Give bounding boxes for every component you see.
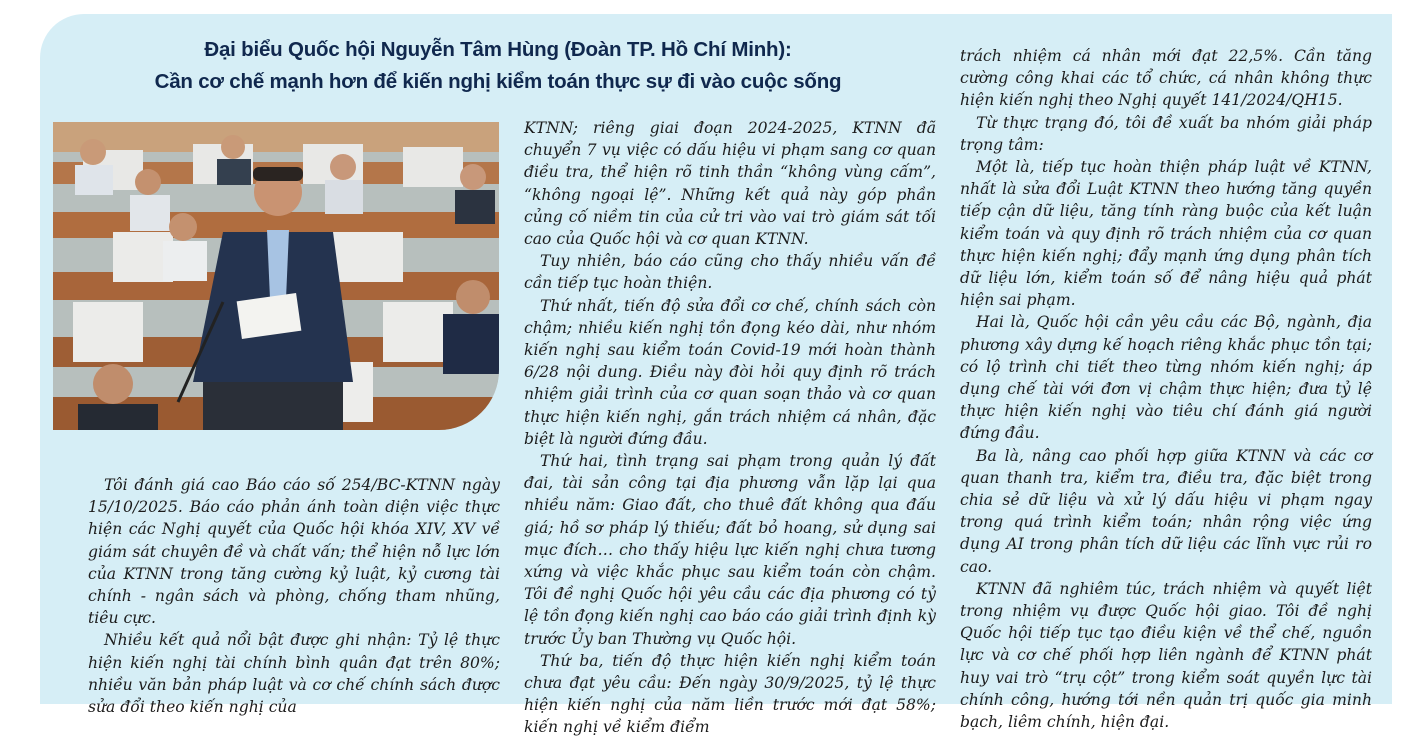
paragraph: Nhiều kết quả nổi bật được ghi nhận: Tỷ lệ thực hiện kiến nghị tài chính bình quân đạt trên 80%; nhiều văn bản pháp luật và cơ chế chính sách được sửa đổi theo kiến nghị của (88, 631, 500, 717)
title-line-1: Đại biểu Quốc hội Nguyễn Tâm Hùng (Đoàn TP. Hồ Chí Minh): (204, 38, 792, 61)
paragraph: KTNN; riêng giai đoạn 2024-2025, KTNN đã chuyển 7 vụ việc có dấu hiệu vi phạm sang cơ quan điều tra, thể hiện rõ tinh thần “không vùng cấm”, “không ngoại lệ”. Những kết quả này góp phần củng cố niềm tin của cử tri vào vai trò giám sát tối cao của Quốc hội và cơ quan KTNN. (524, 119, 936, 249)
paragraph: Tôi đánh giá cao Báo cáo số 254/BC-KTNN ngày 15/10/2025. Báo cáo phản ánh toàn diện việc thực hiện các Nghị quyết của Quốc hội khóa XIV, XV về giám sát chuyên đề và chất vấn; thể hiện nỗ lực lớn của KTNN trong tăng cường kỷ luật, kỷ cương tài chính - ngân sách và phòng, chống tham nhũng, tiêu cực. (88, 476, 500, 628)
paragraph: KTNN đã nghiêm túc, trách nhiệm và quyết liệt trong nhiệm vụ được Quốc hội giao. Tôi đề nghị Quốc hội tiếp tục tạo điều kiện về thể chế, nguồn lực và cơ chế phối hợp liên ngành để KTNN phát huy vai trò “trụ cột” trong kiểm soát quyền lực tài chính công, hướng tới nền quản trị quốc gia minh bạch, liêm chính, hiện đại. (960, 579, 1372, 732)
text-column-3 (960, 45, 1372, 733)
paragraph: Từ thực trạng đó, tôi đề xuất ba nhóm giải pháp trọng tâm: (960, 113, 1372, 154)
paragraph: Hai là, Quốc hội cần yêu cầu các Bộ, ngành, địa phương xây dựng kế hoạch riêng khắc phục tồn tại; có lộ trình chi tiết theo từng nhóm kiến nghị; áp dụng chế tài với đơn vị chậm thực hiện; đưa tỷ lệ thực hiện kiến nghị vào tiêu chí đánh giá người đứng đầu. (960, 313, 1372, 443)
paragraph: Thứ hai, tình trạng sai phạm trong quản lý đất đai, tài sản công tại địa phương vẫn lặp lại qua nhiều năm: Giao đất, cho thuê đất không qua đấu giá; hồ sơ pháp lý thiếu; đất bỏ hoang, sử dụng sai mục đích… cho thấy hiệu lực kiến nghị chưa tương xứng và việc khắc phục sau kiểm toán còn chậm. Tôi đề nghị Quốc hội yêu cầu các địa phương có tỷ lệ tồn đọng kiến nghị cao báo cáo giải trình định kỳ trước Ủy ban Thường vụ Quốc hội. (524, 452, 936, 648)
paragraph: trách nhiệm cá nhân mới đạt 22,5%. Cần tăng cường công khai các tổ chức, cá nhân không thực hiện kiến nghị theo Nghị quyết 141/2024/QH15. (960, 47, 1372, 110)
paragraph: Thứ ba, tiến độ thực hiện kiến nghị kiểm toán chưa đạt yêu cầu: Đến ngày 30/9/2025, tỷ lệ thực hiện kiến nghị của năm liền trước mới đạt 58%; kiến nghị về kiểm điểm (524, 651, 936, 737)
paragraph: Thứ nhất, tiến độ sửa đổi cơ chế, chính sách còn chậm; nhiều kiến nghị tồn đọng kéo dài, như nhóm kiến nghị sau kiểm toán Covid-19 mới hoàn thành 6/28 nội dung. Điều này đòi hỏi quy định rõ trách nhiệm giải trình của cơ quan soạn thảo và cơ quan thực hiện kiến nghị, gắn trách nhiệm cá nhân, đặc biệt là người đứng đầu. (524, 296, 936, 448)
paragraph: Ba là, nâng cao phối hợp giữa KTNN và các cơ quan thanh tra, kiểm tra, điều tra, đặc biệt trong chia sẻ dữ liệu và xử lý dấu hiệu vi phạm ngay trong quá trình kiểm toán; nhân rộng việc ứng dụng AI trong phân tích dữ liệu các lĩnh vực rủi ro cao. (960, 446, 1372, 576)
paragraph: Tuy nhiên, báo cáo cũng cho thấy nhiều vấn đề cần tiếp tục hoàn thiện. (524, 252, 936, 293)
title-line-2: Cần cơ chế mạnh hơn để kiến nghị kiểm toán thực sự đi vào cuộc sống (154, 70, 842, 93)
article-photo (53, 122, 499, 430)
delegate-speaking-photo (53, 122, 499, 430)
text-column-1 (88, 474, 500, 718)
text-column-2 (524, 117, 936, 739)
article-title (118, 34, 878, 98)
paragraph: Một là, tiếp tục hoàn thiện pháp luật về KTNN, nhất là sửa đổi Luật KTNN theo hướng tăng quyền tiếp cận dữ liệu, tăng tính ràng buộc của kết luận kiểm toán và quy định rõ trách nhiệm của cơ quan thực hiện kiến nghị; đẩy mạnh ứng dụng phân tích dữ liệu lớn, kiểm toán số để nâng hiệu quả phát hiện sai phạm. (960, 158, 1372, 310)
